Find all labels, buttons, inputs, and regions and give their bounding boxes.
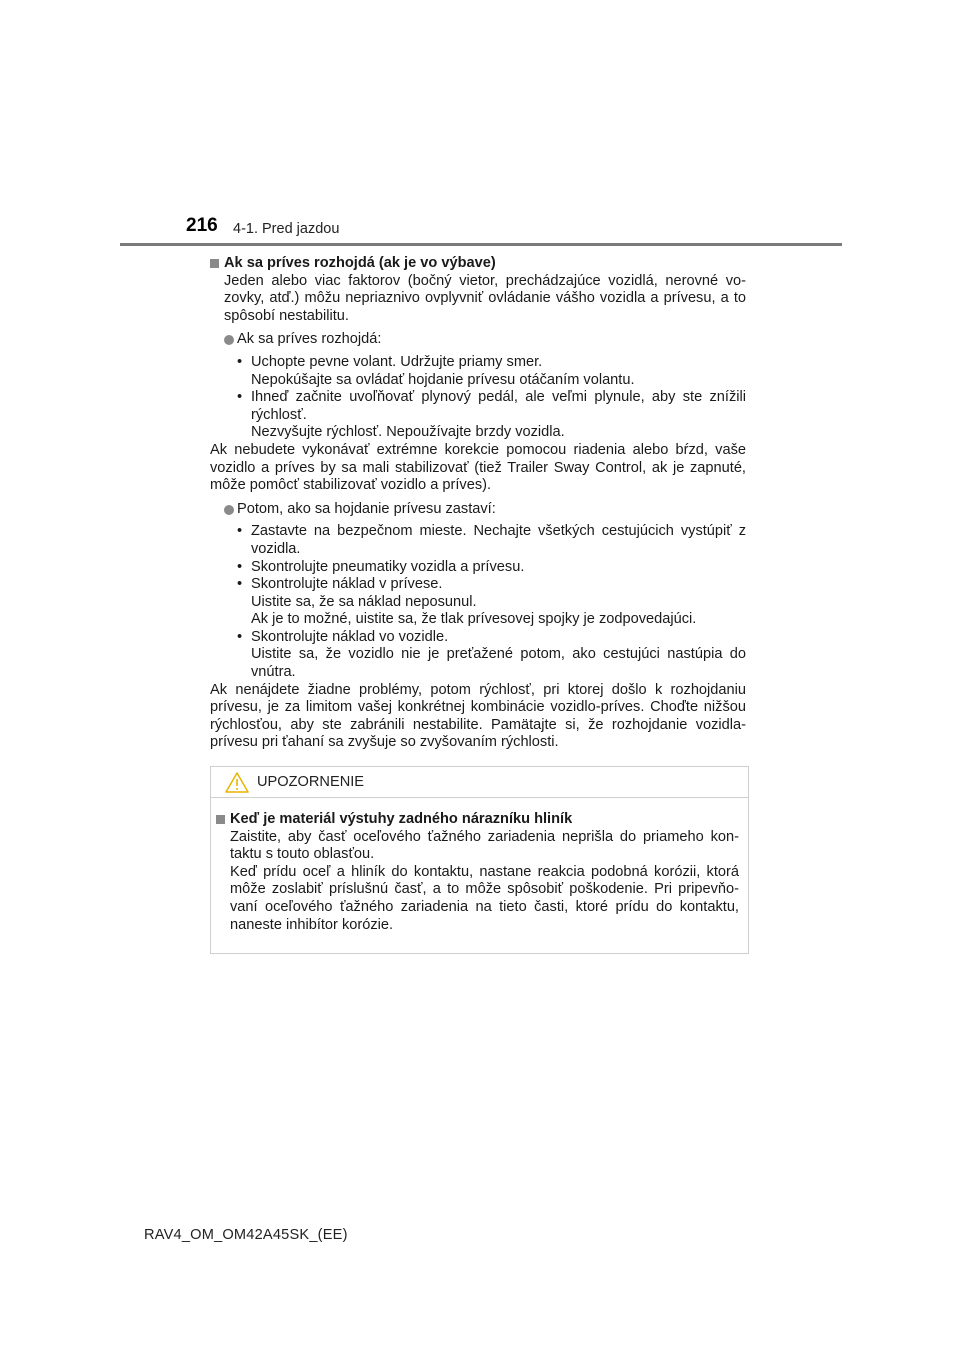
list-item: • Zastavte na bezpečnom mieste. Nechajte všetkých cestujúcich vystúpiť z vozidla. bbox=[237, 523, 746, 558]
bullet-list-1 bbox=[210, 354, 746, 442]
warning-heading: Keď je materiál výstuhy zadného nárazníku hliník bbox=[216, 811, 739, 829]
page-number: 216 bbox=[186, 215, 218, 236]
list-item: • Uchopte pevne volant. Udržujte priamy smer. Nepokúšajte sa ovládať hojdanie prívesu otáčaním volantu. bbox=[237, 354, 746, 389]
warning-body bbox=[211, 798, 748, 934]
square-bullet-icon bbox=[216, 815, 225, 824]
document-code: RAV4_OM_OM42A45SK_(EE) bbox=[144, 1227, 348, 1243]
square-bullet-icon bbox=[210, 259, 219, 268]
warning-label: UPOZORNENIE bbox=[257, 774, 365, 790]
circle-bullet-icon bbox=[224, 335, 234, 345]
paragraph-after-2: Ak nenájdete žiadne problémy, potom rýchlosť, pri ktorej došlo k rozhojdaniu prívesu, je za limitom vašej konkrétnej kombinácie vozidlo-príves. Choďte nižšou rýchlosťou, aby ste zabránili nestabilite. Pamätajte si, že rozhojdanie vozidla-prívesu pri ťahaní sa zvyšuje so zvyšovaním rýchlosti. bbox=[210, 681, 746, 751]
warning-triangle-icon bbox=[225, 772, 249, 793]
subsection-title-1: Ak sa príves rozhojdá: bbox=[224, 331, 746, 349]
bullet-list-2 bbox=[210, 523, 746, 681]
circle-bullet-icon bbox=[224, 505, 234, 515]
list-item: • Skontrolujte náklad v prívese. Uistite sa, že sa náklad neposunul. Ak je to možné, uistite sa, že tlak prívesovej spojky je zodpovedajúci. bbox=[237, 576, 746, 629]
list-item: • Skontrolujte pneumatiky vozidla a prívesu. bbox=[237, 559, 746, 577]
list-item: • Ihneď začnite uvoľňovať plynový pedál, ale veľmi plynule, aby ste znížili rýchlosť. Nezvyšujte rýchlosť. Nepoužívajte brzdy vozidla. bbox=[237, 389, 746, 442]
warning-paragraph: Zaistite, aby časť oceľového ťažného zariadenia neprišla do priameho kon- taktu s touto oblasťou. Keď prídu oceľ a hliník do kontaktu, nastane reakcia podobná korózii, ktorá môže zoslabiť príslušnú časť, a to môže spôsobiť poškodenie. Pri pripevňo- vaní oceľového ťažného zariadenia na tieto časti, ktoré prídu do kontaktu, naneste inhibítor korózie. bbox=[230, 828, 739, 933]
main-content bbox=[210, 255, 746, 752]
list-item: • Skontrolujte náklad vo vozidle. Uistite sa, že vozidlo nie je preťažené potom, ako cestujúci nastúpia do vnútra. bbox=[237, 629, 746, 682]
section-title: 4-1. Pred jazdou bbox=[233, 221, 340, 237]
intro-paragraph: Jeden alebo viac faktorov (bočný vietor, prechádzajúce vozidlá, nerovné vo- zovky, atď.) môžu nepriaznivo ovplyvniť ovládanie vášho vozidla a prívesu, a to spôsobí nestabilitu. bbox=[224, 272, 746, 324]
warning-box bbox=[210, 766, 749, 954]
subsection-title-2: Potom, ako sa hojdanie prívesu zastaví: bbox=[224, 501, 746, 519]
header-rule bbox=[120, 243, 842, 246]
section-heading: Ak sa príves rozhojdá (ak je vo výbave) bbox=[210, 255, 746, 273]
paragraph-after-1: Ak nebudete vykonávať extrémne korekcie pomocou riadenia alebo bŕzd, vaše vozidlo a príves by sa mali stabilizovať (tiež Trailer Sway Control, ak je zapnuté, môže pomôcť stabilizovať vozidlo a príves). bbox=[210, 441, 746, 494]
warning-header bbox=[211, 767, 748, 798]
